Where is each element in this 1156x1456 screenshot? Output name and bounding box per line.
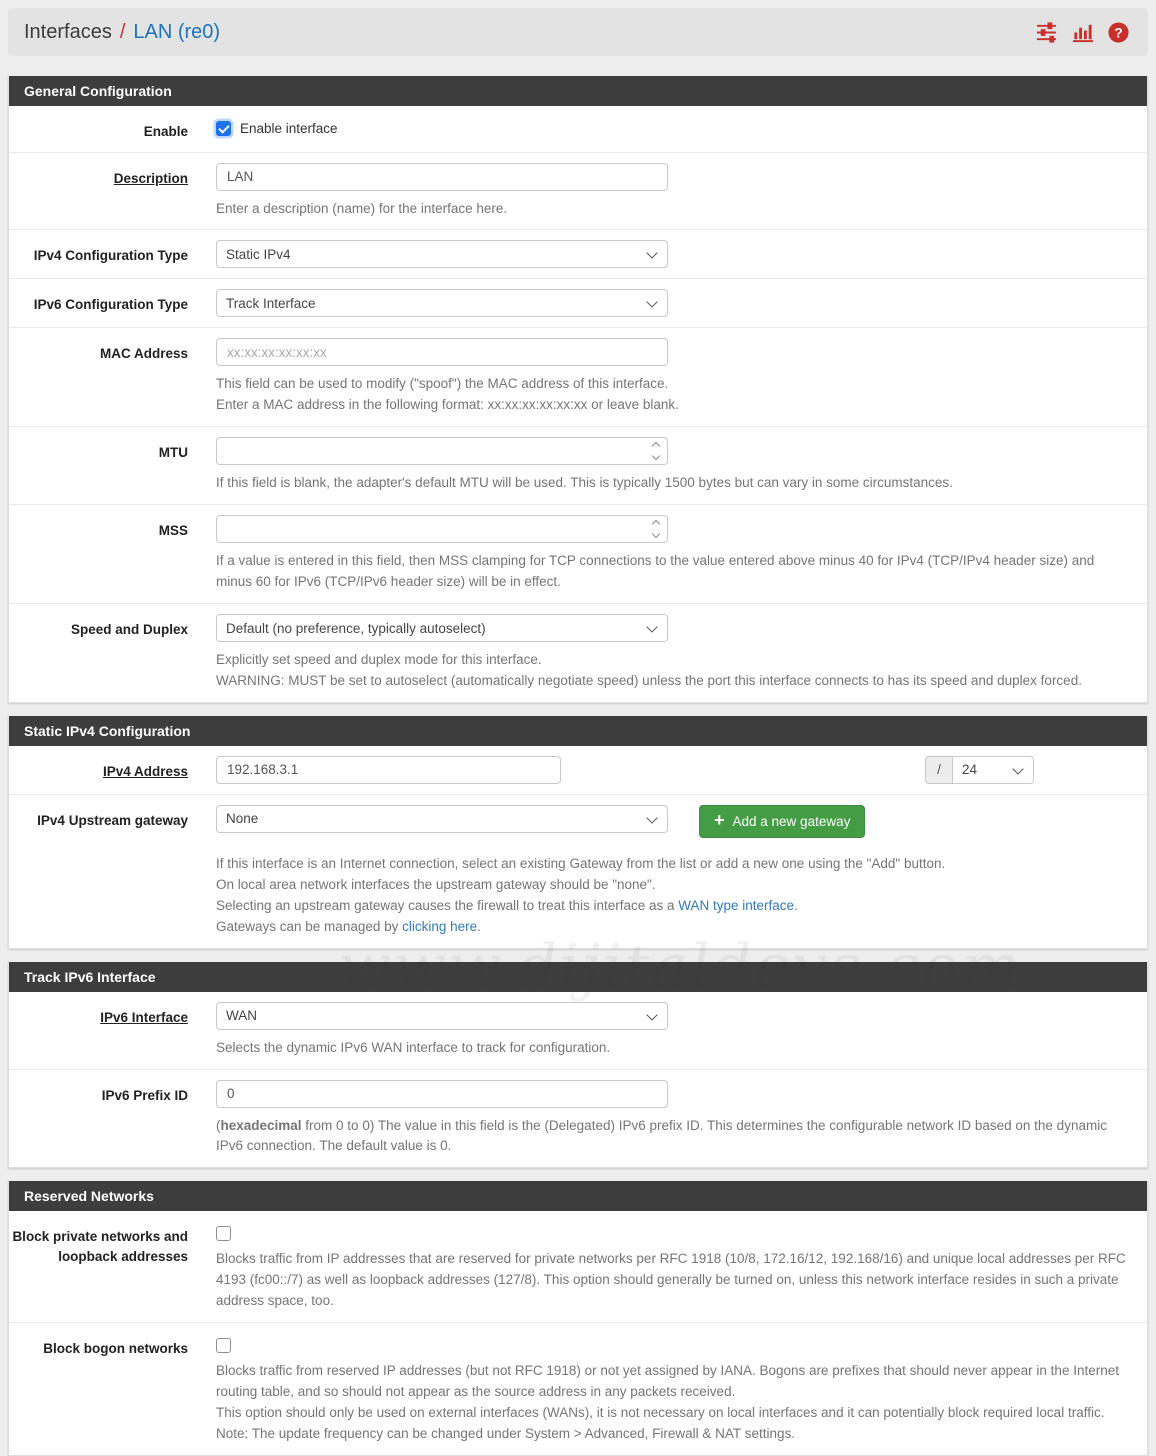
description-input[interactable] [216, 163, 668, 191]
breadcrumb [24, 21, 220, 44]
form-row-mss [9, 504, 1147, 603]
ipv6-prefix-id-input[interactable] [216, 1080, 668, 1108]
mtu-label: MTU [158, 445, 188, 461]
enable-interface-checkbox-label: Enable interface [240, 121, 338, 136]
form-row-mtu [9, 426, 1147, 504]
add-new-gateway-button[interactable]: + Add a new gateway [699, 805, 865, 838]
ipv4-configuration-type-select-wrap [216, 240, 668, 268]
ipv6-configuration-type-select[interactable] [216, 289, 668, 317]
ipv4-configuration-type-select[interactable] [216, 240, 668, 268]
help-icon[interactable] [1107, 21, 1130, 44]
description-help: Enter a description (name) for the interface here. [216, 200, 508, 216]
panel-static-ipv4-configuration [8, 716, 1148, 949]
subnet-mask-select-wrap [952, 756, 1034, 784]
block-bogon-networks-help: Blocks traffic from reserved IP addresses (but not RFC 1918) or not yet assigned by IANA. Bogons are prefixes that should never appear in the Internet routing table, and so should not appear as the source address in any packets received. This option should only be used on external interfaces (WANs), it is not necessary on local interfaces and it can potentially block required local traffic. Note: The update frequency can be changed under System > Advanced, Firewall & NAT settings. [216, 1363, 1119, 1441]
mss-help: If a value is entered in this field, then MSS clamping for TCP connections to the value entered above minus 40 for IPv4 (TCP/IPv4 header size) and minus 60 for IPv6 (TCP/IPv6 header size) will be in effect. [216, 553, 1095, 590]
ipv4-upstream-gateway-label: IPv4 Upstream gateway [37, 812, 188, 828]
mac-address-help: This field can be used to modify ("spoof") the MAC address of this interface. Enter a MAC address in the following format: xx:xx:xx:xx:xx:xx or leave blank. [216, 376, 679, 413]
panel-title-track-ipv6: Track IPv6 Interface [9, 962, 1147, 992]
speed-duplex-label: Speed and Duplex [70, 622, 188, 638]
breadcrumb-separator: / [119, 20, 126, 43]
ipv4-upstream-gateway-help: If this interface is an Internet connection, select an existing Gateway from the list or add a new one using the "Add" button. On local area network interfaces the upstream gateway should be "none". Selecting an upstream gateway causes the firewall to treat this interface as a WAN type interface. Gateways can be managed by clicking here. [216, 855, 946, 934]
ipv6-interface-select-wrap [216, 1002, 668, 1030]
mss-label: MSS [158, 523, 188, 539]
ipv6-prefix-id-help: (hexadecimal from 0 to 0) The value in this field is the (Delegated) IPv6 prefix ID. This determines the configurable network ID based on the dynamic IPv6 connection. The default value is 0. [216, 1117, 1107, 1154]
wan-type-interface-link[interactable]: WAN type interface [678, 897, 795, 913]
block-bogon-networks-label: Block bogon networks [43, 1341, 188, 1357]
form-row-block-bogon-networks [9, 1322, 1147, 1455]
speed-duplex-select-wrap [216, 614, 668, 642]
breadcrumb-bar [8, 8, 1148, 56]
page-container [8, 0, 1148, 1456]
block-private-networks-checkbox[interactable] [216, 1226, 231, 1241]
form-row-mac-address [9, 327, 1147, 426]
form-row-ipv6-configuration-type [9, 278, 1147, 327]
ipv4-configuration-type-label: IPv4 Configuration Type [33, 248, 188, 264]
panel-reserved-networks [8, 1181, 1148, 1455]
description-label: Description [113, 170, 188, 186]
form-row-description [9, 152, 1147, 230]
enable-label: Enable [143, 124, 188, 139]
gateways-clicking-here-link[interactable]: clicking here [402, 918, 478, 934]
panel-track-ipv6-interface [8, 962, 1148, 1169]
ipv6-configuration-type-select-wrap [216, 289, 668, 317]
speed-duplex-select[interactable] [216, 614, 668, 642]
form-row-ipv4-address [9, 746, 1147, 794]
mtu-input[interactable] [216, 437, 668, 465]
form-row-enable [9, 106, 1147, 152]
mss-input[interactable] [216, 515, 668, 543]
block-private-networks-label: Block private networks and loopback addresses [12, 1229, 188, 1264]
panel-title-static-ipv4: Static IPv4 Configuration [9, 716, 1147, 746]
ipv4-address-label: IPv4 Address [102, 763, 188, 779]
ipv4-upstream-gateway-select-wrap [216, 805, 668, 833]
panel-title-reserved-networks: Reserved Networks [9, 1181, 1147, 1211]
form-row-speed-duplex [9, 603, 1147, 702]
form-row-ipv6-interface [9, 992, 1147, 1069]
speed-duplex-help: Explicitly set speed and duplex mode for this interface. WARNING: MUST be set to autoselect (automatically negotiate speed) unless the port this interface connects to has its speed and duplex forced. [216, 652, 1082, 689]
ipv4-address-input[interactable] [216, 756, 561, 784]
subnet-separator: / [925, 756, 952, 784]
mac-address-input[interactable] [216, 338, 668, 366]
mtu-help: If this field is blank, the adapter's default MTU will be used. This is typically 1500 bytes but can vary in some circumstances. [216, 475, 953, 491]
subnet-mask-select[interactable] [952, 756, 1034, 784]
form-row-ipv6-prefix-id [9, 1069, 1147, 1168]
block-bogon-networks-checkbox[interactable] [216, 1338, 231, 1353]
form-row-ipv4-configuration-type [9, 229, 1147, 278]
mtu-spinner[interactable] [653, 443, 659, 459]
bar-chart-icon[interactable] [1071, 21, 1094, 44]
mac-address-label: MAC Address [99, 346, 188, 362]
sliders-icon[interactable] [1035, 21, 1058, 44]
panel-title-general: General Configuration [9, 76, 1147, 106]
form-row-block-private-networks [9, 1211, 1147, 1322]
header-actions [1035, 21, 1130, 44]
breadcrumb-section: Interfaces [24, 20, 112, 43]
subnet-mask-group [925, 756, 1034, 784]
plus-icon: + [714, 810, 725, 831]
ipv6-configuration-type-label: IPv6 Configuration Type [33, 297, 188, 313]
svg-text:?: ? [1114, 23, 1123, 40]
ipv6-interface-select[interactable] [216, 1002, 668, 1030]
mss-spinner[interactable] [653, 521, 659, 537]
ipv6-interface-label: IPv6 Interface [100, 1009, 188, 1025]
ipv4-upstream-gateway-select[interactable] [216, 805, 668, 833]
ipv6-prefix-id-label: IPv6 Prefix ID [101, 1087, 188, 1103]
ipv6-interface-help: Selects the dynamic IPv6 WAN interface to track for configuration. [216, 1039, 611, 1055]
breadcrumb-page-link[interactable]: LAN (re0) [133, 20, 221, 43]
form-row-ipv4-upstream-gateway [9, 794, 1147, 948]
block-private-networks-help: Blocks traffic from IP addresses that are reserved for private networks per RFC 1918 (10/8, 172.16/12, 192.168/16) and unique local addresses per RFC 4193 (fc00::/7) as well as loopback addresses (127/8). This option should generally be turned on, unless this network interface resides in such a private address space, too. [216, 1251, 1126, 1309]
panel-general-configuration [8, 76, 1148, 703]
enable-interface-checkbox[interactable] [216, 121, 231, 136]
